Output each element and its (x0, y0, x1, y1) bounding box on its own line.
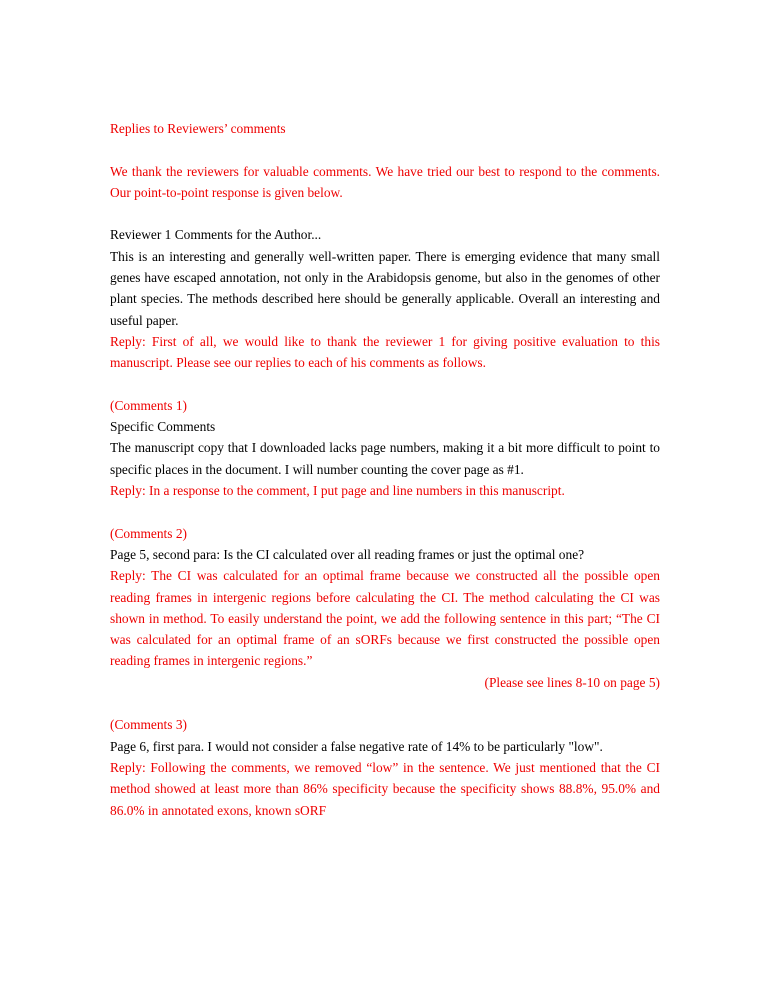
comment-label: (Comments 3) (110, 717, 187, 733)
page-reference: (Please see lines 8-10 on page 5) (484, 674, 660, 690)
comment-3 (110, 714, 660, 820)
reviewer-title: Reviewer 1 Comments for the Author... (110, 227, 322, 243)
comment-reply: Reply: The CI was calculated for an optimal frame because we constructed all the possible open reading frames in intergenic regions before calculating the CI. The method calculating the CI was shown in method. To easily understand the point, we add the following sentence in this part; “The CI was calculated for an optimal frame of an sORFs because we first constructed the possible open reading frames in intergenic regions.” (110, 568, 660, 669)
comment-subheading: Specific Comments (110, 419, 216, 435)
spacer (110, 693, 660, 714)
comment-text: The manuscript copy that I downloaded lacks page numbers, making it a bit more difficult to point to specific places in the document. I will number counting the cover page as #1. (110, 440, 660, 477)
comment-label: (Comments 2) (110, 525, 187, 541)
document-heading: Replies to Reviewers’ comments (110, 121, 286, 136)
reviewer-reply: Reply: First of all, we would like to thank the reviewer 1 for giving positive evaluation to this manuscript. Please see our replies to each of his comments as follows. (110, 333, 660, 371)
comment-reply: Reply: In a response to the comment, I put page and line numbers in this manuscript. (110, 483, 565, 499)
reviewer-summary: This is an interesting and generally well-written paper. There is emerging evidence that many small genes have escaped annotation, not only in the Arabidopsis genome, but also in the genomes of other plant species. The methods described here should be generally applicable. Overall an interesting and useful paper. (110, 248, 660, 328)
reply-document (110, 118, 660, 821)
comment-text: Page 6, first para. I would not consider a false negative rate of 14% to be particularly "low". (110, 738, 603, 754)
comment-label: (Comments 1) (110, 397, 187, 413)
comment-reply: Reply: Following the comments, we removed “low” in the sentence. We just mentioned that the CI method showed at least more than 86% specificity because the specificity shows 88.8%, 95.0% and 86.0% in annotated exons, known sORF (110, 759, 660, 818)
comment-2 (110, 523, 660, 693)
comment-1 (110, 395, 660, 501)
spacer (110, 374, 660, 395)
spacer (110, 203, 660, 224)
intro-paragraph: We thank the reviewers for valuable comments. We have tried our best to respond to the comments. Our point-to-point response is given below. (110, 163, 660, 200)
comment-text: Page 5, second para: Is the CI calculated over all reading frames or just the optimal one? (110, 546, 585, 562)
spacer (110, 501, 660, 522)
spacer (110, 139, 660, 160)
